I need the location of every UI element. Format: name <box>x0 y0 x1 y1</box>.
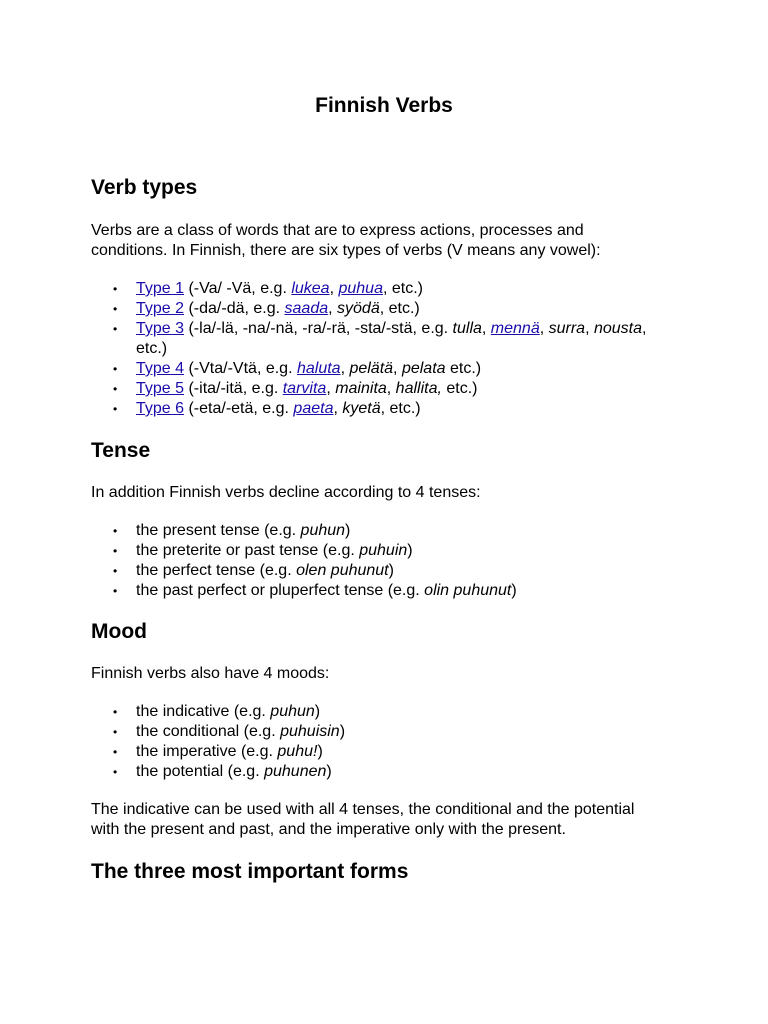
list-item: • Type 1 (-Va/ -Vä, e.g. lukea, puhua, etc.) <box>113 280 423 297</box>
tense-intro: In addition Finnish verbs decline according to 4 tenses: <box>91 484 481 501</box>
type-3-link[interactable]: Type 3 <box>136 320 185 337</box>
list-item: • Type 2 (-da/-dä, e.g. saada, syödä, etc.) <box>113 300 420 317</box>
list-item: • the preterite or past tense (e.g. puhuin) <box>113 542 413 559</box>
type-5-link[interactable]: Type 5 <box>136 380 185 397</box>
verb-types-intro: Verbs are a class of words that are to express actions, processes and conditions. In Finnish, there are six types of verbs (V means any vowel): <box>91 222 601 259</box>
example-word: syödä <box>337 300 380 317</box>
example-word: mainita <box>335 380 387 397</box>
example-link-paeta[interactable]: paeta <box>293 400 334 417</box>
example-word: nousta <box>593 320 642 337</box>
example-link-saada[interactable]: saada <box>284 300 329 317</box>
type-2-link[interactable]: Type 2 <box>136 300 185 317</box>
heading-mood: Mood <box>91 620 147 643</box>
list-item: • Type 6 (-eta/-etä, e.g. paeta, kyetä, etc.) <box>113 400 421 417</box>
example-link-tarvita[interactable]: tarvita <box>282 380 327 397</box>
list-item: • Type 5 (-ita/-itä, e.g. tarvita, mainita, hallita, etc.) <box>113 380 478 397</box>
heading-verb-types: Verb types <box>91 176 198 199</box>
page-title: Finnish Verbs <box>315 94 453 117</box>
list-item: • the imperative (e.g. puhu!) <box>113 743 323 760</box>
example-word: pelätä <box>349 360 394 377</box>
list-item: • the indicative (e.g. puhun) <box>113 703 321 720</box>
verb-types-list <box>91 279 691 419</box>
list-item: • the potential (e.g. puhunen) <box>113 763 332 780</box>
example-word: hallita, <box>395 380 442 397</box>
example-word: tulla <box>452 320 482 337</box>
mood-list <box>91 702 691 782</box>
type-6-link[interactable]: Type 6 <box>136 400 185 417</box>
example-link-menna[interactable]: mennä <box>490 320 540 337</box>
list-item: • the perfect tense (e.g. olen puhunut) <box>113 562 394 579</box>
example-link-haluta[interactable]: haluta <box>296 360 341 377</box>
list-item: • Type 4 (-Vta/-Vtä, e.g. haluta, pelätä, pelata etc.) <box>113 360 482 377</box>
list-item: • Type 3 (-la/-lä, -na/-nä, -ra/-rä, -sta/-stä, e.g. tulla, mennä, surra, nousta, etc.) <box>113 320 647 357</box>
tense-list <box>91 521 691 601</box>
list-item: • the past perfect or pluperfect tense (e.g. olin puhunut) <box>113 582 517 599</box>
list-item: • the present tense (e.g. puhun) <box>113 522 351 539</box>
type-4-link[interactable]: Type 4 <box>136 360 185 377</box>
type-1-link[interactable]: Type 1 <box>136 280 185 297</box>
example-link-lukea[interactable]: lukea <box>291 280 330 297</box>
example-word: kyetä <box>342 400 381 417</box>
heading-important-forms: The three most important forms <box>91 860 409 883</box>
example-word: surra <box>548 320 586 337</box>
heading-tense: Tense <box>91 439 151 462</box>
mood-outro: The indicative can be used with all 4 tenses, the conditional and the potential with the present and past, and the imperative only with the present. <box>91 801 635 838</box>
example-word: pelata <box>401 360 446 377</box>
mood-intro: Finnish verbs also have 4 moods: <box>91 665 330 682</box>
example-link-puhua[interactable]: puhua <box>338 280 383 297</box>
list-item: • the conditional (e.g. puhuisin) <box>113 723 346 740</box>
